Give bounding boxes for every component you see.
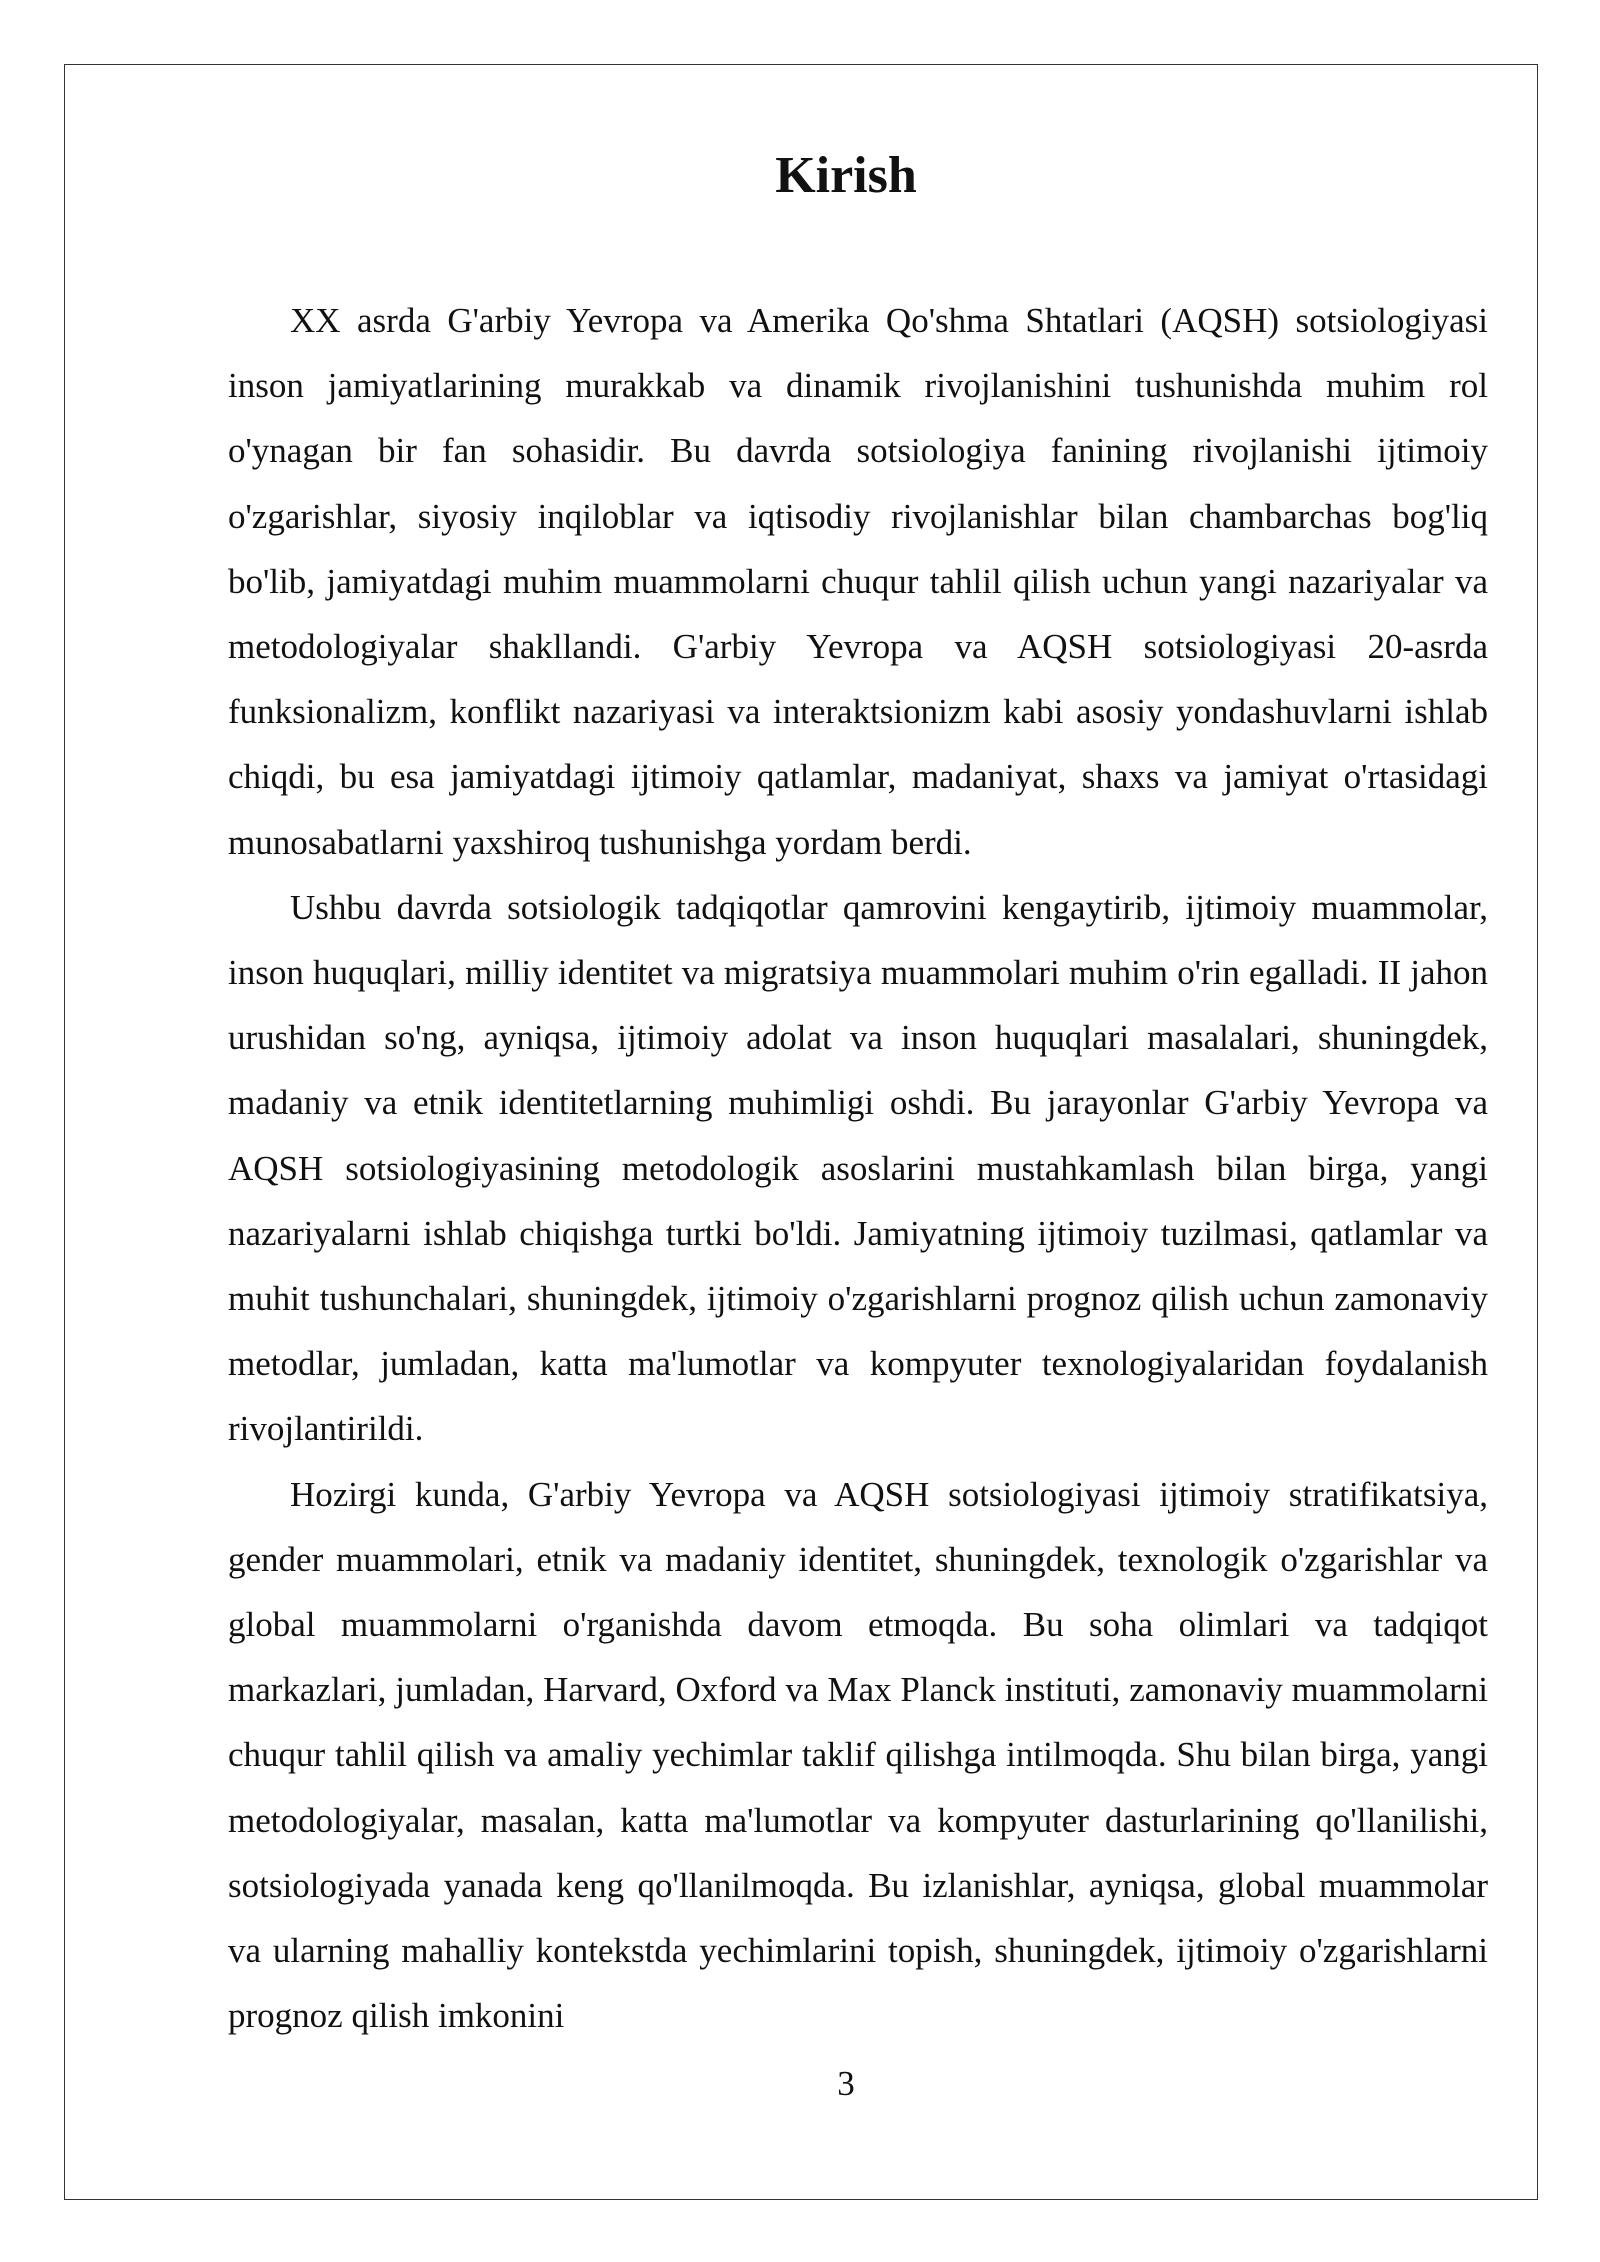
document-body bbox=[228, 288, 1488, 2048]
page-number: 3 bbox=[837, 2064, 855, 2103]
paragraph-3: Hozirgi kunda, G'arbiy Yevropa va AQSH sotsiologiyasi ijtimoiy stratifikatsiya, gender muammolari, etnik va madaniy identitet, shuningdek, texnologik o'zgarishlar va global muammolarni o'rganishda davom etmoqda. Bu soha olimlari va tadqiqot markazlari, jumladan, Harvard, Oxford va Max Planck instituti, zamonaviy muammolarni chuqur tahlil qilish va amaliy yechimlar taklif qilishga intilmoqda. Shu bilan birga, yangi metodologiyalar, masalan, katta ma'lumotlar va kompyuter dasturlarining qo'llanilishi, sotsiologiyada yanada keng qo'llanilmoqda. Bu izlanishlar, ayniqsa, global muammolar va ularning mahalliy kontekstda yechimlarini topish, shuningdek, ijtimoiy o'zgarishlarni prognoz qilish imkonini bbox=[228, 1474, 1488, 2036]
paragraph-1: XX asrda G'arbiy Yevropa va Amerika Qo'shma Shtatlari (AQSH) sotsiologiyasi inson jamiyatlarining murakkab va dinamik rivojlanishini tushunishda muhim rol o'ynagan bir fan sohasidir. Bu davrda sotsiologiya fanining rivojlanishi ijtimoiy o'zgarishlar, siyosiy inqiloblar va iqtisodiy rivojlanishlar bilan chambarchas bog'liq bo'lib, jamiyatdagi muhim muammolarni chuqur tahlil qilish uchun yangi nazariyalar va metodologiyalar shakllandi. G'arbiy Yevropa va AQSH sotsiologiyasi 20-asrda funksionalizm, konflikt nazariyasi va interaktsionizm kabi asosiy yondashuvlarni ishlab chiqdi, bu esa jamiyatdagi ijtimoiy qatlamlar, madaniyat, shaxs va jamiyat o'rtasidagi munosabatlarni yaxshiroq tushunishga yordam berdi. bbox=[228, 301, 1488, 862]
paragraph-2: Ushbu davrda sotsiologik tadqiqotlar qamrovini kengaytirib, ijtimoiy muammolar, inson huquqlari, milliy identitet va migratsiya muammolari muhim o'rin egalladi. II jahon urushidan so'ng, ayniqsa, ijtimoiy adolat va inson huquqlari masalalari, shuningdek, madaniy va etnik identitetlarning muhimligi oshdi. Bu jarayonlar G'arbiy Yevropa va AQSH sotsiologiyasining metodologik asoslarini mustahkamlash bilan birga, yangi nazariyalarni ishlab chiqishga turtki bo'ldi. Jamiyatning ijtimoiy tuzilmasi, qatlamlar va muhit tushunchalari, shuningdek, ijtimoiy o'zgarishlarni prognoz qilish uchun zamonaviy metodlar, jumladan, katta ma'lumotlar va kompyuter texnologiyalaridan foydalanish rivojlantirildi. bbox=[228, 887, 1488, 1449]
page-title: Kirish bbox=[775, 147, 917, 204]
